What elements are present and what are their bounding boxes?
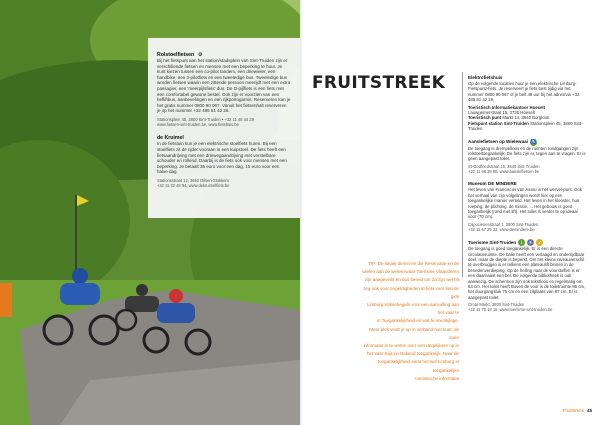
listing-text: Op de volgende locaties huur je een elektrische Limburg-Fietspunt/-fiets. Je reserveert je fiets best tijdig via het nummer 0800 90 067 of je belt 48 uur bij het adres/via +32 485 51 42 26. (468, 81, 580, 103)
bike-icon: ⚙ (197, 52, 203, 58)
listing-title: Museum DE MINDERE (468, 181, 517, 187)
tip-line: zeg ook voor ongeldigheden te fiets voor tien de gids (363, 285, 459, 299)
listing-entry (468, 239, 586, 312)
listing-entry (468, 75, 586, 132)
tip-line: Meer plek vindt je op in verband met kunt, de open (369, 326, 459, 340)
footer-section: Fruitstreek (562, 408, 584, 413)
listing-text: De toegang is goed toegankelijk. Er is een directe circulatieruimte. De balie heeft een verlaagd en onderrijdbaar deel, maar de diepte is beperkt. Om het kleine niveauverschil te overbruggen is er telkens een plateaulift binnen in de benedenverdieping. Op de helling naar de voorstoffen is er een daarnaast een bel. De volgende bibliotheek is ook aanwezig. De schermen zijn ook tekstloos en regelmatig om 63 cm. Het toilet heeft Boven de voor is de toiletruimte 85 cm, het doorgangstuk 75 cm en een zitplaats van 87 cm. Er is aangepast toilet. (468, 246, 586, 300)
location-value: Stationsplein 45, 3800 Sint-Truiden (468, 120, 583, 132)
tip-line: zijn aangevinkt en dus bereid om Zo zijn wel bit (364, 277, 459, 283)
listing-address: Grote Markt, 3800 Sint-Truiden (468, 302, 525, 308)
listing-title: Elektrofietshuis (468, 75, 503, 80)
tip-line: Limburg Vakantiegids voor een aanvulling aan het vaar te (367, 302, 459, 316)
info-box (148, 38, 300, 218)
listing-contact[interactable]: +32 11 67 29 33, www.demindere.be (468, 226, 535, 232)
tip-line: toeristische informatie (415, 375, 459, 381)
page-footer (563, 408, 592, 413)
info-entry-address: Stationsstraat 12, 3650 Dilsen-Stokkem (157, 177, 229, 183)
page-title: FRUITSTREEK (312, 73, 446, 93)
tip-line: toegankelijkheid eerst het wel Limburg in toegankelijke (377, 359, 459, 373)
page-number: 45 (586, 408, 592, 413)
accessibility-icon: ✓ (537, 239, 542, 245)
orange-page-tab (0, 283, 12, 317)
listing-entry (468, 181, 586, 232)
right-page (300, 0, 600, 425)
info-entry-contact[interactable]: +32 11 22 48 94, www.dekruimelfiets.be (157, 183, 230, 189)
wheelchair-icon: ♿ (527, 239, 534, 245)
location-label: Toeristisch Informatiekantoor Hoeselt (468, 104, 546, 110)
listing-contact[interactable]: +32 11 70 18 18, www.toerisme-sint-truiden.be (468, 307, 553, 313)
info-entry-title: Rolstoelfietsen ⚙ (157, 52, 203, 58)
listing-column (468, 75, 586, 320)
location-label: Fietspunt station Sint-Truiden (468, 120, 529, 126)
location-value: Markt 14, 3840 Borgloon (502, 115, 550, 121)
listing-contact[interactable]: +32 11 68 39 85, www.aanslefietsen.be (468, 169, 540, 175)
info-entry-title: de Kruimel (157, 135, 184, 142)
tip-line: informatie in te weten over een degelijkere op in (363, 343, 459, 349)
tip-line: wielen aan de wetenswaar Toerisme Vlaanderen (362, 269, 459, 275)
listing-text: Het leven van Franciscus van Assisi in het wervel-punt. Ook het verhaal van zijn volgelingen wordt hier op een toegankelijke manier verteld. Het leven in het klooster, hun roeping, de plichting, de missie, ... Het gebouw is goed toegankelijk (rond met lift). Het toilet is verder te op ideaal voor (70 cm). (468, 187, 582, 220)
title-divider (462, 72, 463, 277)
listing-text: De toegang is drempelloos en de ruimten rondgangen zijn rolstoeltoegankelijk. De fiets zijn er, tegen aan te vragen. Er is geen aangepast toilet. (468, 145, 586, 162)
info-icon: i (518, 239, 525, 246)
listing-title: Toerisme Sint-Truiden i ♿ ✓ (468, 239, 542, 245)
listing-address: Capucienenstraat 1, 3800 Sint-Truiden (468, 221, 539, 227)
location-value: Lauwgemerstraat 15, 3730 Hoeselt (468, 110, 535, 116)
info-entry-address: Stationsplein 45, 3800 Sint-Truiden • +32 11 48 44 29 (157, 116, 254, 122)
tip-line: in Toegankelijkheid en wat te ons Bijlage. (377, 318, 459, 324)
tip-box (361, 260, 459, 383)
info-entry-text: Bij het fietspunt aan het station/stadsplein van Sint-Truiden zijn er verschillende fietsen en mensen met een beperking te huur. Je kunt kiezen tussen een co-pilot tandem, een driewieler, een handbike, een 3-pilotfiets en een tweeledige bus. Tweeledige bus worden fietsen waarin een zittende persoon meerijdt met een extra passagier, een 'meerpijlsfiets' duo. De D-pijlfiets is een fiets met een comfortabel gewone bestel. Ook zijn er voorzien van een hefliftbus, aanbevelingen en een rijkportogarnis. Reserveren kan je het gratis nummer 0800 90 067. Vanuit het fietsenhalt reserveren je op het nummer +32 485 51 42 26. (157, 58, 291, 114)
listing-address: St-Godfriedstraat 15, 3840 Sint-Truiden (468, 163, 540, 169)
wheelchair-icon: ♿ (530, 139, 537, 145)
tip-line: TIP: De lokale dienst-en die Reservatie-en de (368, 261, 459, 266)
page-fold (300, 0, 303, 425)
listing-entry (468, 139, 586, 175)
location-label: Toeristisch punt (468, 115, 502, 121)
tip-line: het vaar Kiijk en Bekend toegankelijk. Naar de (366, 351, 459, 357)
info-entry-text: In de fietstuin kun je een elektrische stoelfiets huren. Bij een stoelfiets zit de rijder vooraan in een kuipstoel. De fiets heeft een fietsaandrijving met een driewegaandrijving met verstelbare schouder en rollend. Daarbij is de fiets ook voor mensen met een beperking. Je betaalt 35 euro voor een dag, 15 euro voor een halve dag. (157, 141, 287, 175)
info-entry-web[interactable]: www.fietsen-sint-truiden.be, www.fietshuis.be (157, 122, 239, 128)
listing-title: Aanslefietsen op Wielewaai ♿ (468, 139, 537, 145)
